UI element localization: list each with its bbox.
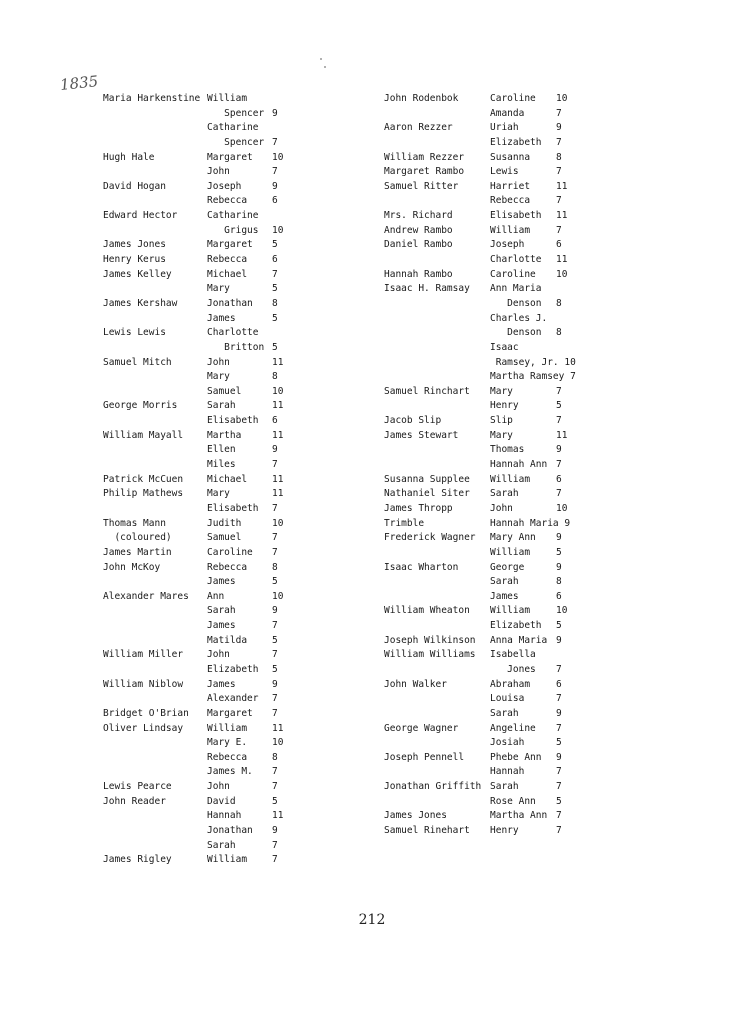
child-age: 7 (556, 825, 562, 837)
child-name: Thomas (490, 444, 525, 456)
child-age: 8 (272, 297, 278, 309)
child-age: 5 (556, 400, 562, 412)
child-name: William (490, 473, 531, 485)
parent-name: Jonathan Griffith (384, 781, 482, 793)
child-name: Judith (207, 517, 242, 529)
child-name: David (207, 795, 236, 807)
parent-name: Andrew Rambo (384, 224, 453, 236)
child-name: Mary (207, 371, 230, 383)
child-name: Margaret (207, 151, 253, 163)
child-name: Sarah (490, 781, 519, 793)
child-name: Catharine (207, 122, 259, 134)
parent-name: John McKoy (103, 561, 161, 573)
child-name: Miles (207, 459, 236, 471)
child-name: William (207, 93, 248, 104)
parent-name: Hugh Hale (103, 151, 155, 163)
parent-name: Samuel Mitch (103, 356, 172, 368)
child-age: 9 (556, 122, 562, 134)
parent-name: Henry Kerus (103, 254, 166, 266)
parent-name: Margaret Rambo (384, 166, 465, 178)
parent-name: Samuel Rinchart (384, 385, 470, 397)
child-name: Ann Maria (490, 283, 542, 295)
child-name: Angeline (490, 722, 536, 734)
child-name: Rebecca (207, 751, 248, 763)
child-name: Isabella (490, 649, 536, 661)
child-name: Catharine (207, 210, 259, 222)
parent-name: Isaac Wharton (384, 561, 459, 573)
parent-name: William Mayall (103, 429, 184, 441)
parent-name: Alexander Mares (103, 590, 189, 602)
child-name: Ann (207, 590, 225, 602)
parent-name: Lewis Pearce (103, 781, 172, 793)
child-age: 9 (272, 444, 278, 456)
child-name: Ellen (207, 444, 236, 456)
child-age: 8 (272, 751, 278, 763)
child-age: 7 (272, 766, 278, 778)
parent-name: Bridget O'Brian (103, 707, 189, 719)
parent-name: Nathaniel Siter (384, 488, 470, 500)
parent-name: Trimble (384, 517, 425, 529)
child-name: Mary Ann (490, 532, 536, 544)
child-age: 9 (272, 180, 278, 192)
parent-name: William Williams (384, 649, 476, 661)
parent-name: Edward Hector (103, 210, 178, 222)
child-name: Mary E. (207, 737, 248, 749)
handwritten-year-note: 1835 (59, 72, 100, 94)
child-name: Elizabeth (490, 620, 542, 632)
child-name: Caroline (207, 546, 253, 558)
child-name: Grigus (207, 224, 259, 236)
child-name: Josiah (490, 737, 525, 749)
child-name: Amanda (490, 107, 525, 119)
child-age: 7 (556, 224, 562, 236)
parent-name: Joseph Pennell (384, 751, 465, 763)
child-name: James (207, 678, 236, 690)
child-name: James (207, 620, 236, 632)
child-age: 10 (556, 605, 568, 617)
child-name: Louisa (490, 693, 525, 705)
child-name: Elisabeth (207, 502, 259, 514)
child-age: 10 (272, 517, 284, 529)
parent-name: Joseph Wilkinson (384, 634, 476, 646)
child-age: 11 (272, 356, 284, 368)
parent-name: Lewis Lewis (103, 327, 166, 339)
child-name: Denson (490, 297, 542, 309)
parent-name: James Jones (384, 810, 447, 822)
child-age: 9 (272, 605, 278, 617)
child-age: 8 (556, 151, 562, 163)
child-age: 5 (556, 737, 562, 749)
child-age: 7 (272, 620, 278, 632)
parent-name: William Miller (103, 649, 184, 661)
child-age: 6 (272, 254, 278, 266)
child-age: 7 (556, 663, 562, 675)
child-name: Alexander (207, 693, 259, 705)
child-age: 9 (556, 751, 562, 763)
child-name: Elizabeth (490, 136, 542, 148)
child-age: 7 (556, 459, 562, 471)
child-age: 8 (272, 371, 278, 383)
parent-name: George Wagner (384, 722, 459, 734)
child-name: Hannah (207, 810, 242, 822)
child-age: 7 (272, 459, 278, 471)
child-name: John (207, 781, 230, 793)
child-name: Hannah (490, 766, 525, 778)
parent-name: Samuel Ritter (384, 180, 459, 192)
child-name: Jonathan (207, 825, 253, 837)
parent-name: Susanna Supplee (384, 473, 470, 485)
child-age: 9 (556, 532, 562, 544)
child-age: 8 (556, 297, 562, 309)
parent-name: James Thropp (384, 502, 453, 514)
child-age: 7 (272, 781, 278, 793)
child-name: Rebecca (207, 254, 248, 266)
child-age: 7 (272, 707, 278, 719)
child-name: Rose Ann (490, 795, 536, 807)
child-name: Charlotte (490, 254, 542, 266)
parent-name: Isaac H. Ramsay (384, 283, 470, 295)
child-age: 6 (556, 678, 562, 690)
parent-name: Maria Harkenstine (103, 93, 201, 104)
child-name: Jonathan (207, 297, 253, 309)
child-name: Ramsey, Jr. 10 (490, 356, 576, 368)
child-name: Mary (207, 283, 230, 295)
child-age: 7 (556, 166, 562, 178)
parent-name: George Morris (103, 400, 178, 412)
child-age: 7 (556, 693, 562, 705)
child-age: 7 (556, 107, 562, 119)
child-age: 10 (272, 151, 284, 163)
child-name: William (207, 854, 248, 866)
child-age: 6 (272, 195, 278, 207)
child-age: 7 (556, 766, 562, 778)
child-age: 11 (556, 429, 568, 441)
child-age: 7 (556, 781, 562, 793)
parent-name: William Rezzer (384, 151, 465, 163)
child-name: Abraham (490, 678, 531, 690)
child-age: 11 (272, 429, 284, 441)
child-name: Spencer (207, 136, 265, 148)
child-name: Elisabeth (490, 210, 542, 222)
child-age: 9 (272, 678, 278, 690)
child-age: 10 (272, 590, 284, 602)
parent-name: Patrick McCuen (103, 473, 184, 485)
child-name: Margaret (207, 707, 253, 719)
child-age: 5 (556, 620, 562, 632)
parent-name: Daniel Rambo (384, 239, 453, 251)
child-name: Phebe Ann (490, 751, 542, 763)
child-name: George (490, 561, 525, 573)
child-age: 7 (272, 136, 278, 148)
child-name: James (490, 590, 519, 602)
child-name: James M. (207, 766, 253, 778)
child-age: 10 (272, 737, 284, 749)
child-name: Joseph (207, 180, 242, 192)
child-age: 5 (556, 795, 562, 807)
parent-name: James Jones (103, 239, 166, 251)
child-age: 7 (556, 810, 562, 822)
child-age: 9 (272, 107, 278, 119)
child-name: Sarah (490, 707, 519, 719)
child-name: Britton (207, 341, 265, 353)
child-age: 11 (556, 254, 568, 266)
child-age: 5 (272, 341, 278, 353)
child-name: Rebecca (490, 195, 531, 207)
child-age: 6 (556, 473, 562, 485)
child-name: Anna Maria (490, 634, 548, 646)
child-age: 9 (556, 634, 562, 646)
child-name: Martha Ann (490, 810, 548, 822)
parent-name: John Reader (103, 795, 166, 807)
child-age: 7 (272, 532, 278, 544)
parent-name: (coloured) (103, 532, 172, 544)
child-name: Sarah (207, 839, 236, 851)
child-age: 11 (272, 488, 284, 500)
child-age: 10 (272, 385, 284, 397)
child-name: Caroline (490, 268, 536, 280)
child-age: 7 (272, 693, 278, 705)
parent-name: William Wheaton (384, 605, 470, 617)
parent-name: James Kershaw (103, 297, 178, 309)
child-name: Lewis (490, 166, 519, 178)
parent-name: William Niblow (103, 678, 184, 690)
child-name: Slip (490, 415, 513, 427)
child-age: 11 (272, 400, 284, 412)
child-age: 6 (272, 415, 278, 427)
parent-name: Philip Mathews (103, 488, 184, 500)
child-age: 5 (272, 283, 278, 295)
paper-speck (320, 58, 322, 60)
child-age: 5 (272, 312, 278, 324)
child-name: William (207, 722, 248, 734)
child-name: Martha Ramsey 7 (490, 371, 576, 383)
child-name: Margaret (207, 239, 253, 251)
child-age: 10 (556, 93, 568, 104)
child-name: William (490, 546, 531, 558)
child-name: Matilda (207, 634, 248, 646)
child-age: 7 (272, 502, 278, 514)
child-name: Sarah (490, 488, 519, 500)
child-name: Henry (490, 825, 519, 837)
paper-speck (324, 66, 326, 68)
child-name: Spencer (207, 107, 265, 119)
parent-name: David Hogan (103, 180, 166, 192)
child-name: Rebecca (207, 561, 248, 573)
parent-name: John Rodenbok (384, 93, 459, 104)
child-age: 7 (556, 195, 562, 207)
child-age: 9 (556, 707, 562, 719)
child-name: John (207, 649, 230, 661)
parent-name: John Walker (384, 678, 447, 690)
child-age: 5 (272, 663, 278, 675)
child-name: Henry (490, 400, 519, 412)
child-name: James (207, 576, 236, 588)
child-age: 7 (556, 415, 562, 427)
child-age: 7 (272, 854, 278, 866)
child-name: Harriet (490, 180, 531, 192)
parent-name: Frederick Wagner (384, 532, 476, 544)
child-age: 11 (556, 210, 568, 222)
child-age: 11 (272, 473, 284, 485)
page-number: 212 (358, 912, 386, 928)
child-age: 6 (556, 239, 562, 251)
child-age: 5 (272, 239, 278, 251)
child-age: 7 (556, 385, 562, 397)
child-age: 7 (556, 722, 562, 734)
parent-name: Jacob Slip (384, 415, 442, 427)
child-age: 6 (556, 590, 562, 602)
child-age: 7 (272, 649, 278, 661)
child-age: 7 (556, 136, 562, 148)
child-age: 9 (556, 561, 562, 573)
child-age: 7 (272, 268, 278, 280)
parent-name: James Martin (103, 546, 172, 558)
child-name: Rebecca (207, 195, 248, 207)
child-name: Mary (490, 385, 513, 397)
parent-name: Oliver Lindsay (103, 722, 184, 734)
child-name: Elisabeth (207, 415, 259, 427)
child-name: Sarah (207, 400, 236, 412)
child-name: Michael (207, 268, 248, 280)
child-age: 10 (556, 268, 568, 280)
child-age: 7 (272, 839, 278, 851)
child-name: Denson (490, 327, 542, 339)
child-age: 10 (556, 502, 568, 514)
child-name: Mary (490, 429, 513, 441)
child-age: 11 (272, 722, 284, 734)
child-name: Elizabeth (207, 663, 259, 675)
child-name: John (207, 166, 230, 178)
child-name: William (490, 224, 531, 236)
child-age: 9 (556, 444, 562, 456)
child-name: James (207, 312, 236, 324)
parent-name: James Stewart (384, 429, 459, 441)
parent-name: Thomas Mann (103, 517, 166, 529)
child-name: Hannah Ann (490, 459, 548, 471)
child-name: Hannah Maria 9 (490, 517, 571, 529)
child-name: Samuel (207, 385, 242, 397)
parent-name: Mrs. Richard (384, 210, 453, 222)
child-name: Isaac (490, 341, 519, 353)
parent-name: Hannah Rambo (384, 268, 453, 280)
child-age: 8 (272, 561, 278, 573)
parent-name: James Kelley (103, 268, 172, 280)
child-age: 7 (556, 488, 562, 500)
child-age: 10 (272, 224, 284, 236)
child-name: Martha (207, 429, 242, 441)
child-age: 5 (272, 634, 278, 646)
child-name: Sarah (490, 576, 519, 588)
child-age: 8 (556, 327, 562, 339)
child-name: Charles J. (490, 312, 548, 324)
child-name: Susanna (490, 151, 531, 163)
child-age: 5 (272, 576, 278, 588)
child-name: Sarah (207, 605, 236, 617)
child-age: 11 (556, 180, 568, 192)
child-name: Samuel (207, 532, 242, 544)
parent-name: Samuel Rinehart (384, 825, 470, 837)
child-name: John (207, 356, 230, 368)
parent-name: Aaron Rezzer (384, 122, 453, 134)
child-name: Jones (490, 663, 536, 675)
child-name: Mary (207, 488, 230, 500)
child-age: 7 (272, 166, 278, 178)
child-name: William (490, 605, 531, 617)
child-name: Michael (207, 473, 248, 485)
child-name: Joseph (490, 239, 525, 251)
child-age: 8 (556, 576, 562, 588)
child-age: 9 (272, 825, 278, 837)
child-age: 5 (272, 795, 278, 807)
parent-name: James Rigley (103, 854, 172, 866)
child-age: 7 (272, 546, 278, 558)
child-name: Uriah (490, 122, 519, 134)
child-age: 5 (556, 546, 562, 558)
child-age: 11 (272, 810, 284, 822)
child-name: John (490, 502, 513, 514)
child-name: Caroline (490, 93, 536, 104)
child-name: Charlotte (207, 327, 259, 339)
